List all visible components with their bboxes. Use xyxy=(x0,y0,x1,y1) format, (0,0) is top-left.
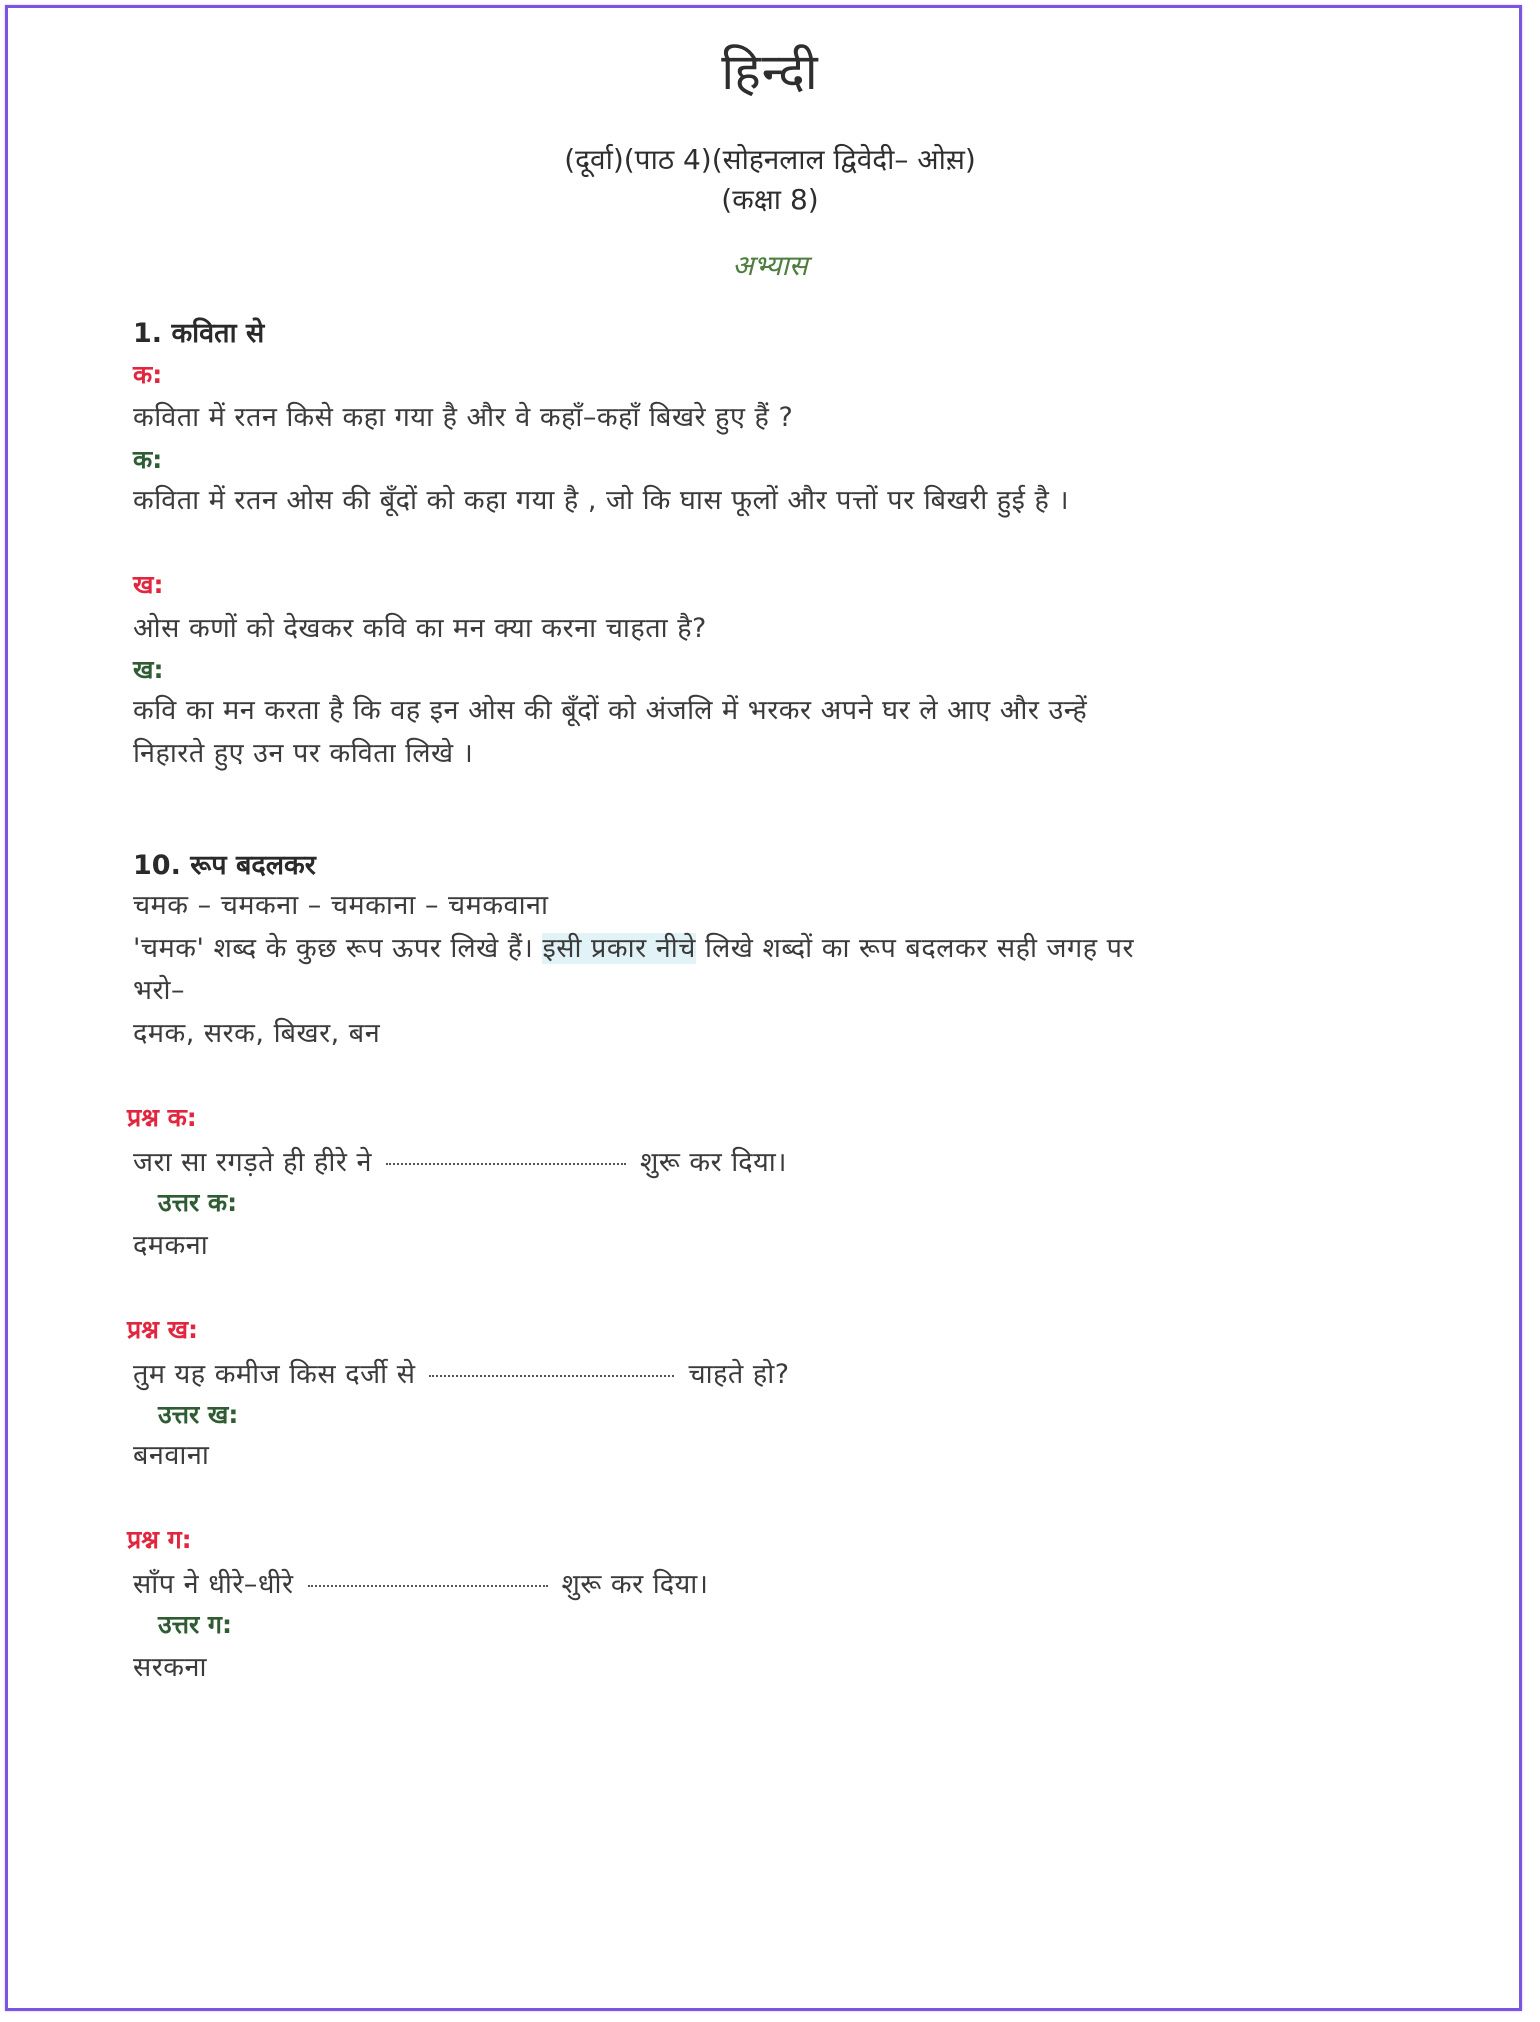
sentence-after: चाहते हो? xyxy=(688,1359,790,1390)
question-text: ओस कणों को देखकर कवि का मन क्या करना चाहता है? xyxy=(133,613,707,644)
instruction-part-2: लिखे शब्दों का रूप बदलकर सही जगह पर xyxy=(695,933,1135,964)
sentence-after: शुरू कर दिया। xyxy=(640,1147,787,1178)
answer-label: उत्तर ख: xyxy=(158,1400,239,1429)
instruction-part-1: 'चमक' शब्द के कुछ रूप ऊपर लिखे हैं। xyxy=(133,933,543,964)
exercise-heading: अभ्यास xyxy=(732,249,808,282)
class-subtitle: (कक्षा 8) xyxy=(721,183,819,216)
blank-line xyxy=(308,1584,548,1587)
question-label: प्रश्न ग: xyxy=(127,1525,192,1554)
answer-text: निहारते हुए उन पर कविता लिखे । xyxy=(133,738,474,769)
page-title: हिन्दी xyxy=(721,43,819,101)
fill-blank-question xyxy=(133,1142,787,1179)
answer-label: उत्तर क: xyxy=(158,1188,238,1217)
question-label: ख: xyxy=(133,570,164,599)
sentence-before: तुम यह कमीज किस दर्जी से xyxy=(133,1359,416,1390)
answer-label: उत्तर ग: xyxy=(158,1610,232,1639)
answer-text: कविता में रतन ओस की बूँदों को कहा गया है , जो कि घास फूलों और पत्तों पर बिखरी हुई है । xyxy=(133,485,1070,516)
answer-label: ख: xyxy=(133,655,164,684)
question-label: क: xyxy=(133,360,163,389)
instruction-text xyxy=(133,928,1134,965)
blank-line xyxy=(429,1374,674,1377)
lesson-subtitle: (दूर्वा)(पाठ 4)(सोहनलाल द्विवेदी– ओस़) xyxy=(564,143,976,176)
sentence-after: शुरू कर दिया। xyxy=(561,1569,709,1600)
sentence-before: साँप ने धीरे–धीरे xyxy=(133,1569,294,1600)
page-border xyxy=(5,5,1522,2011)
example-forms: चमक – चमकना – चमकाना – चमकवाना xyxy=(133,890,549,921)
fill-blank-question xyxy=(133,1564,709,1601)
answer-label: क: xyxy=(133,445,163,474)
fill-blank-question xyxy=(133,1354,790,1391)
question-label: प्रश्न ख: xyxy=(127,1315,199,1344)
highlighted-text: इसी प्रकार नीचे xyxy=(542,933,696,964)
instruction-text-continued: भरो– xyxy=(133,975,186,1006)
answer-text: कवि का मन करता है कि वह इन ओस की बूँदों को अंजलि में भरकर अपने घर ले आए और उन्हें xyxy=(133,695,1088,726)
question-label: प्रश्न क: xyxy=(127,1103,197,1132)
answer-text: सरकना xyxy=(133,1652,208,1683)
section-heading-10: 10. रूप बदलकर xyxy=(133,850,316,881)
sentence-before: जरा सा रगड़ते ही हीरे ने xyxy=(133,1147,372,1178)
question-text: कविता में रतन किसे कहा गया है और वे कहाँ–कहाँ बिखरे हुए हैं ? xyxy=(133,402,794,433)
blank-line xyxy=(386,1162,626,1165)
answer-text: बनवाना xyxy=(133,1440,210,1471)
answer-text: दमकना xyxy=(133,1230,209,1261)
word-list: दमक, सरक, बिखर, बन xyxy=(133,1018,381,1049)
section-heading-1: 1. कविता से xyxy=(133,318,265,349)
